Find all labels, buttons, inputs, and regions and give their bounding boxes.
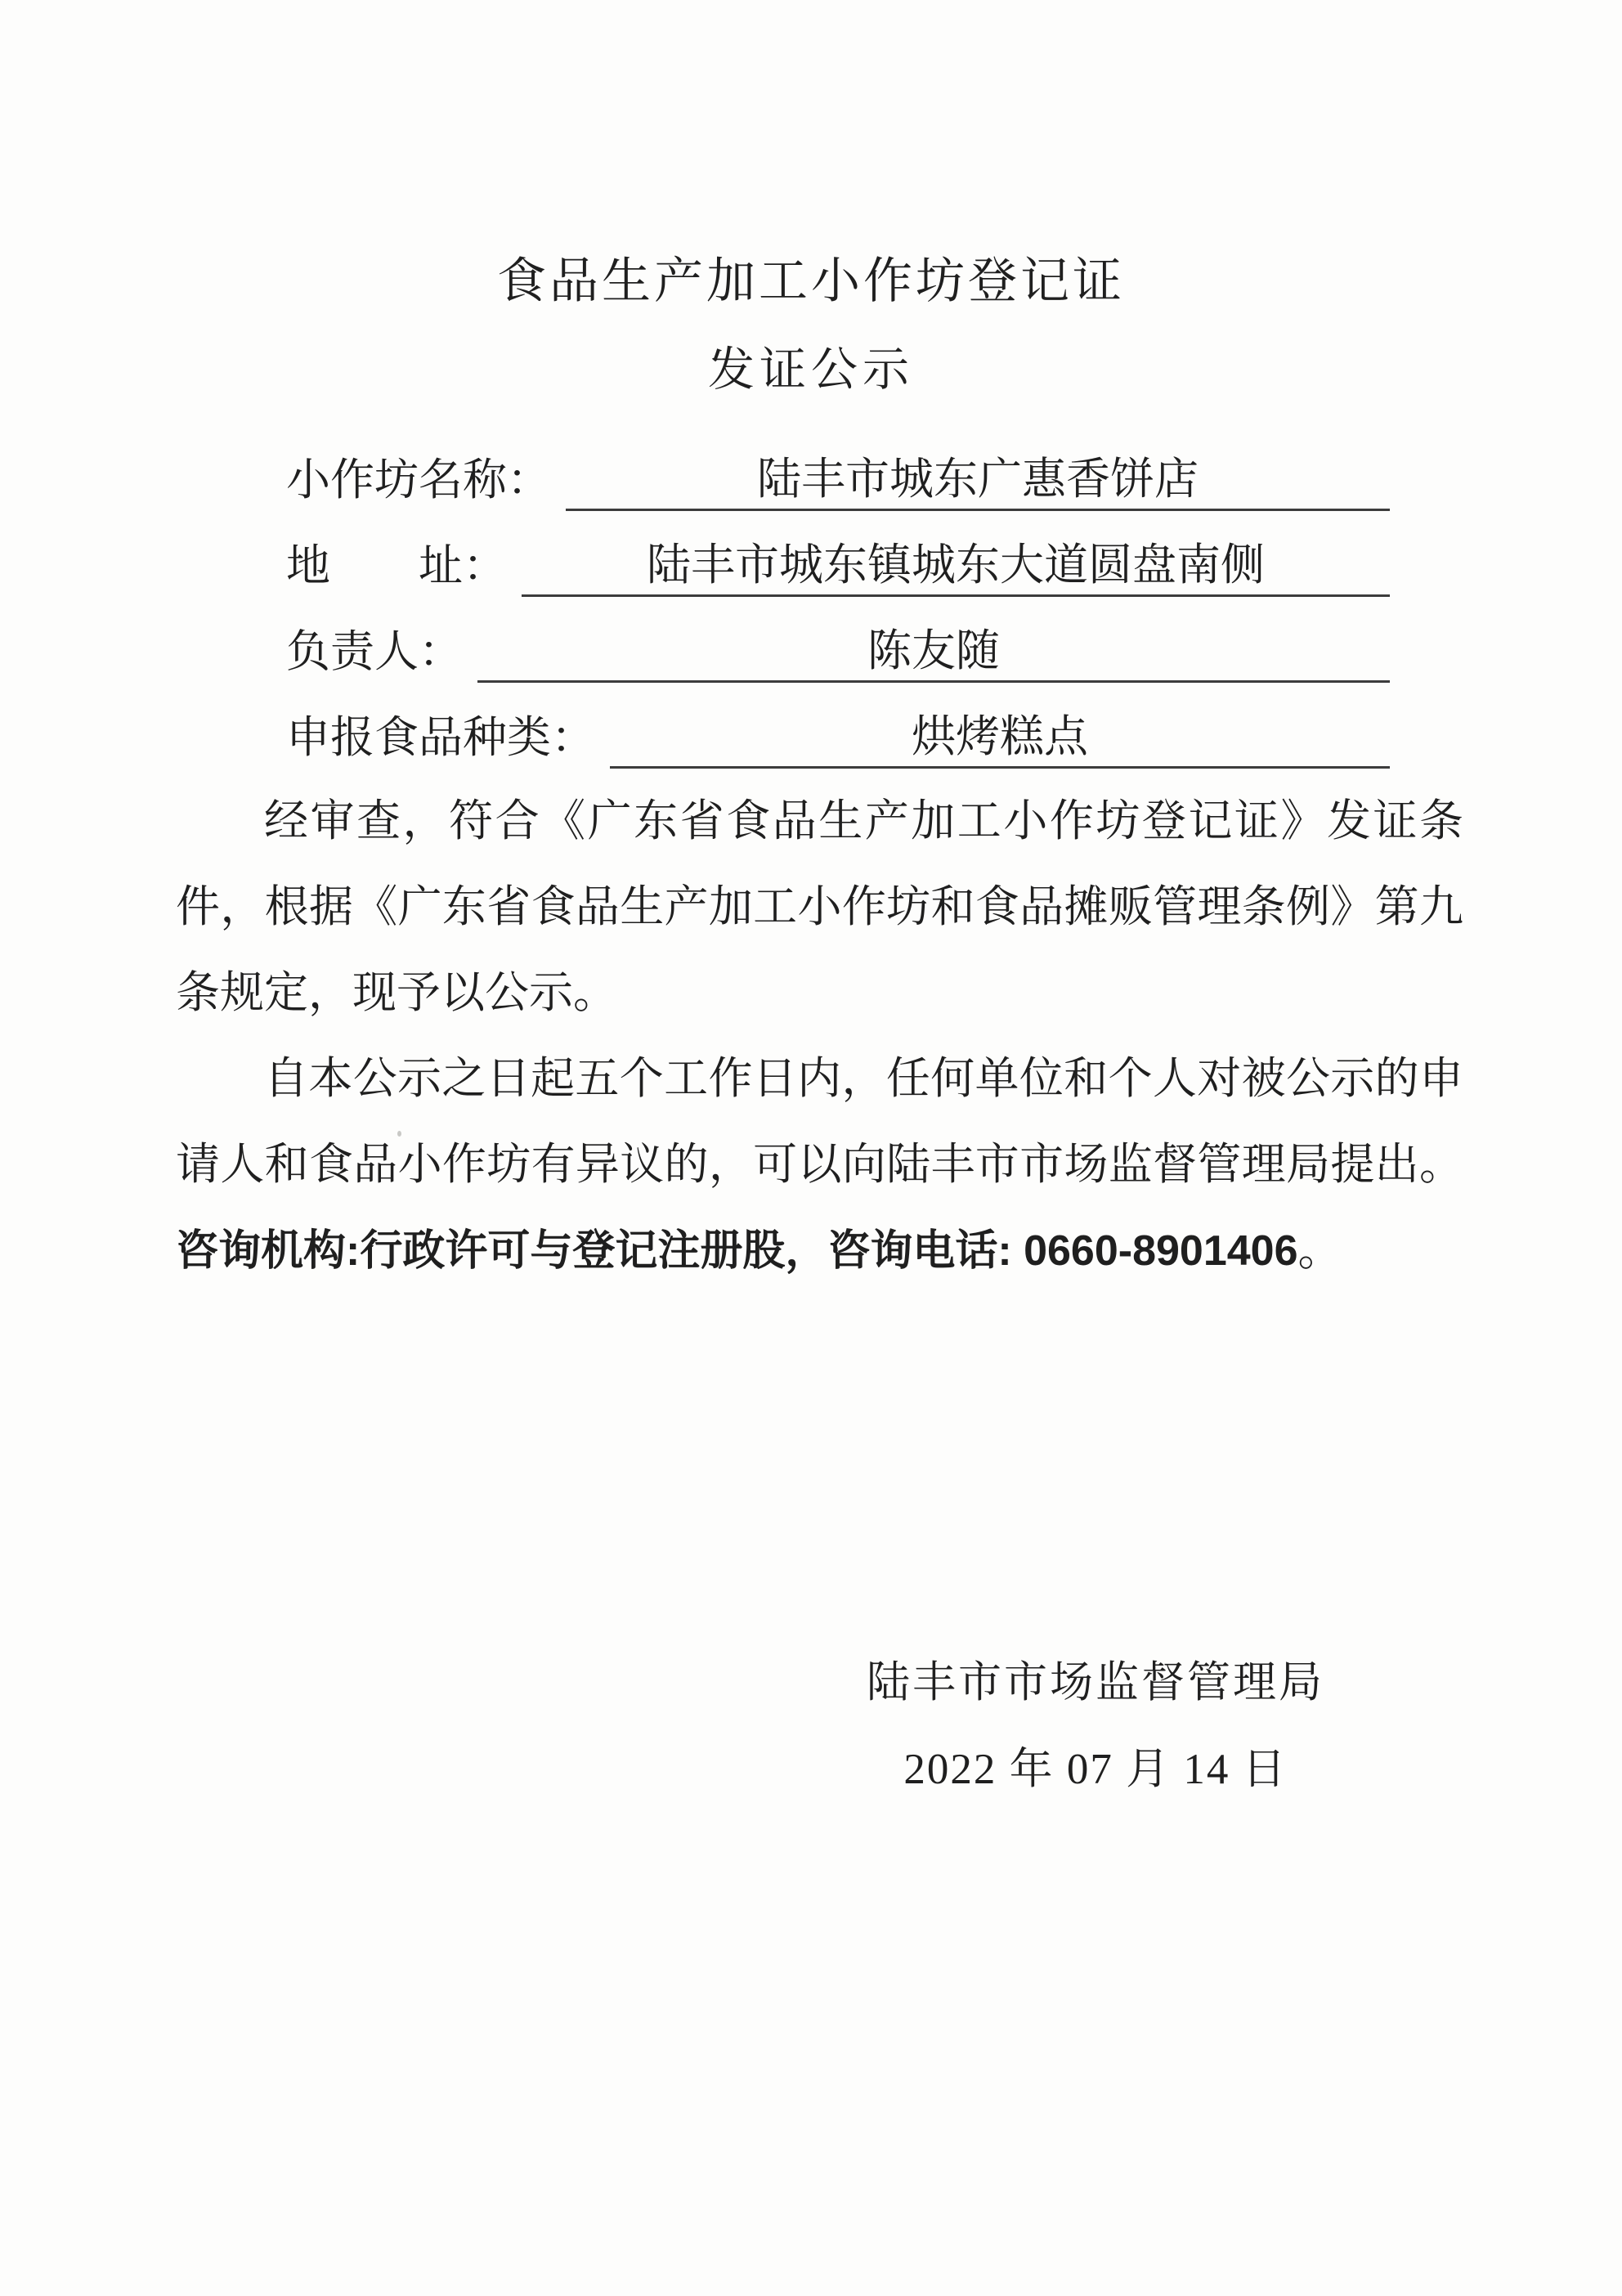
- field-row-food-category: [286, 683, 1390, 769]
- body-text: [176, 778, 1463, 1294]
- address-label: 地 址：: [286, 541, 507, 590]
- person-in-charge-value: 陈友随: [477, 616, 1390, 683]
- field-row-person-in-charge: [286, 597, 1390, 683]
- person-in-charge-label: 负责人：: [286, 627, 463, 676]
- signature-block: [834, 1658, 1357, 1794]
- paragraph-objection-text: 自本公示之日起五个工作日内，任何单位和个人对被公示的申请人和食品小作坊有异议的，可以向陆丰市市场监督管理局提出。: [176, 1054, 1463, 1189]
- workshop-name-label: 小作坊名称：: [286, 455, 551, 504]
- field-row-address: [286, 511, 1390, 597]
- food-category-label: 申报食品种类：: [286, 713, 595, 762]
- body-paragraph-objection: [176, 1036, 1463, 1294]
- food-category-value: 烘烤糕点: [610, 702, 1390, 769]
- document-title: 食品生产加工小作坊登记证: [497, 254, 1125, 308]
- paragraph-review-text: 经审查，符合《广东省食品生产加工小作坊登记证》发证条件，根据《广东省食品生产加工小作坊和食品摊贩管理条例》第九条规定，现予以公示。: [176, 796, 1463, 1017]
- consultation-info-bold: 咨询机构:行政许可与登记注册股，咨询电话: 0660-8901406: [176, 1227, 1298, 1275]
- workshop-name-value: 陆丰市城东广惠香饼店: [566, 444, 1390, 511]
- document-subtitle: 发证公示: [708, 344, 914, 396]
- form-fields: [286, 425, 1390, 769]
- field-row-workshop-name: [286, 425, 1390, 511]
- issuing-authority: 陆丰市市场监督管理局: [867, 1659, 1324, 1706]
- address-value: 陆丰市城东镇城东大道圆盘南侧: [522, 530, 1390, 597]
- body-paragraph-review: [176, 778, 1463, 1036]
- scan-artifact-speck: [397, 1131, 401, 1137]
- paragraph-objection-end: 。: [1297, 1226, 1342, 1275]
- issue-date: 2022 年 07 月 14 日: [903, 1746, 1288, 1793]
